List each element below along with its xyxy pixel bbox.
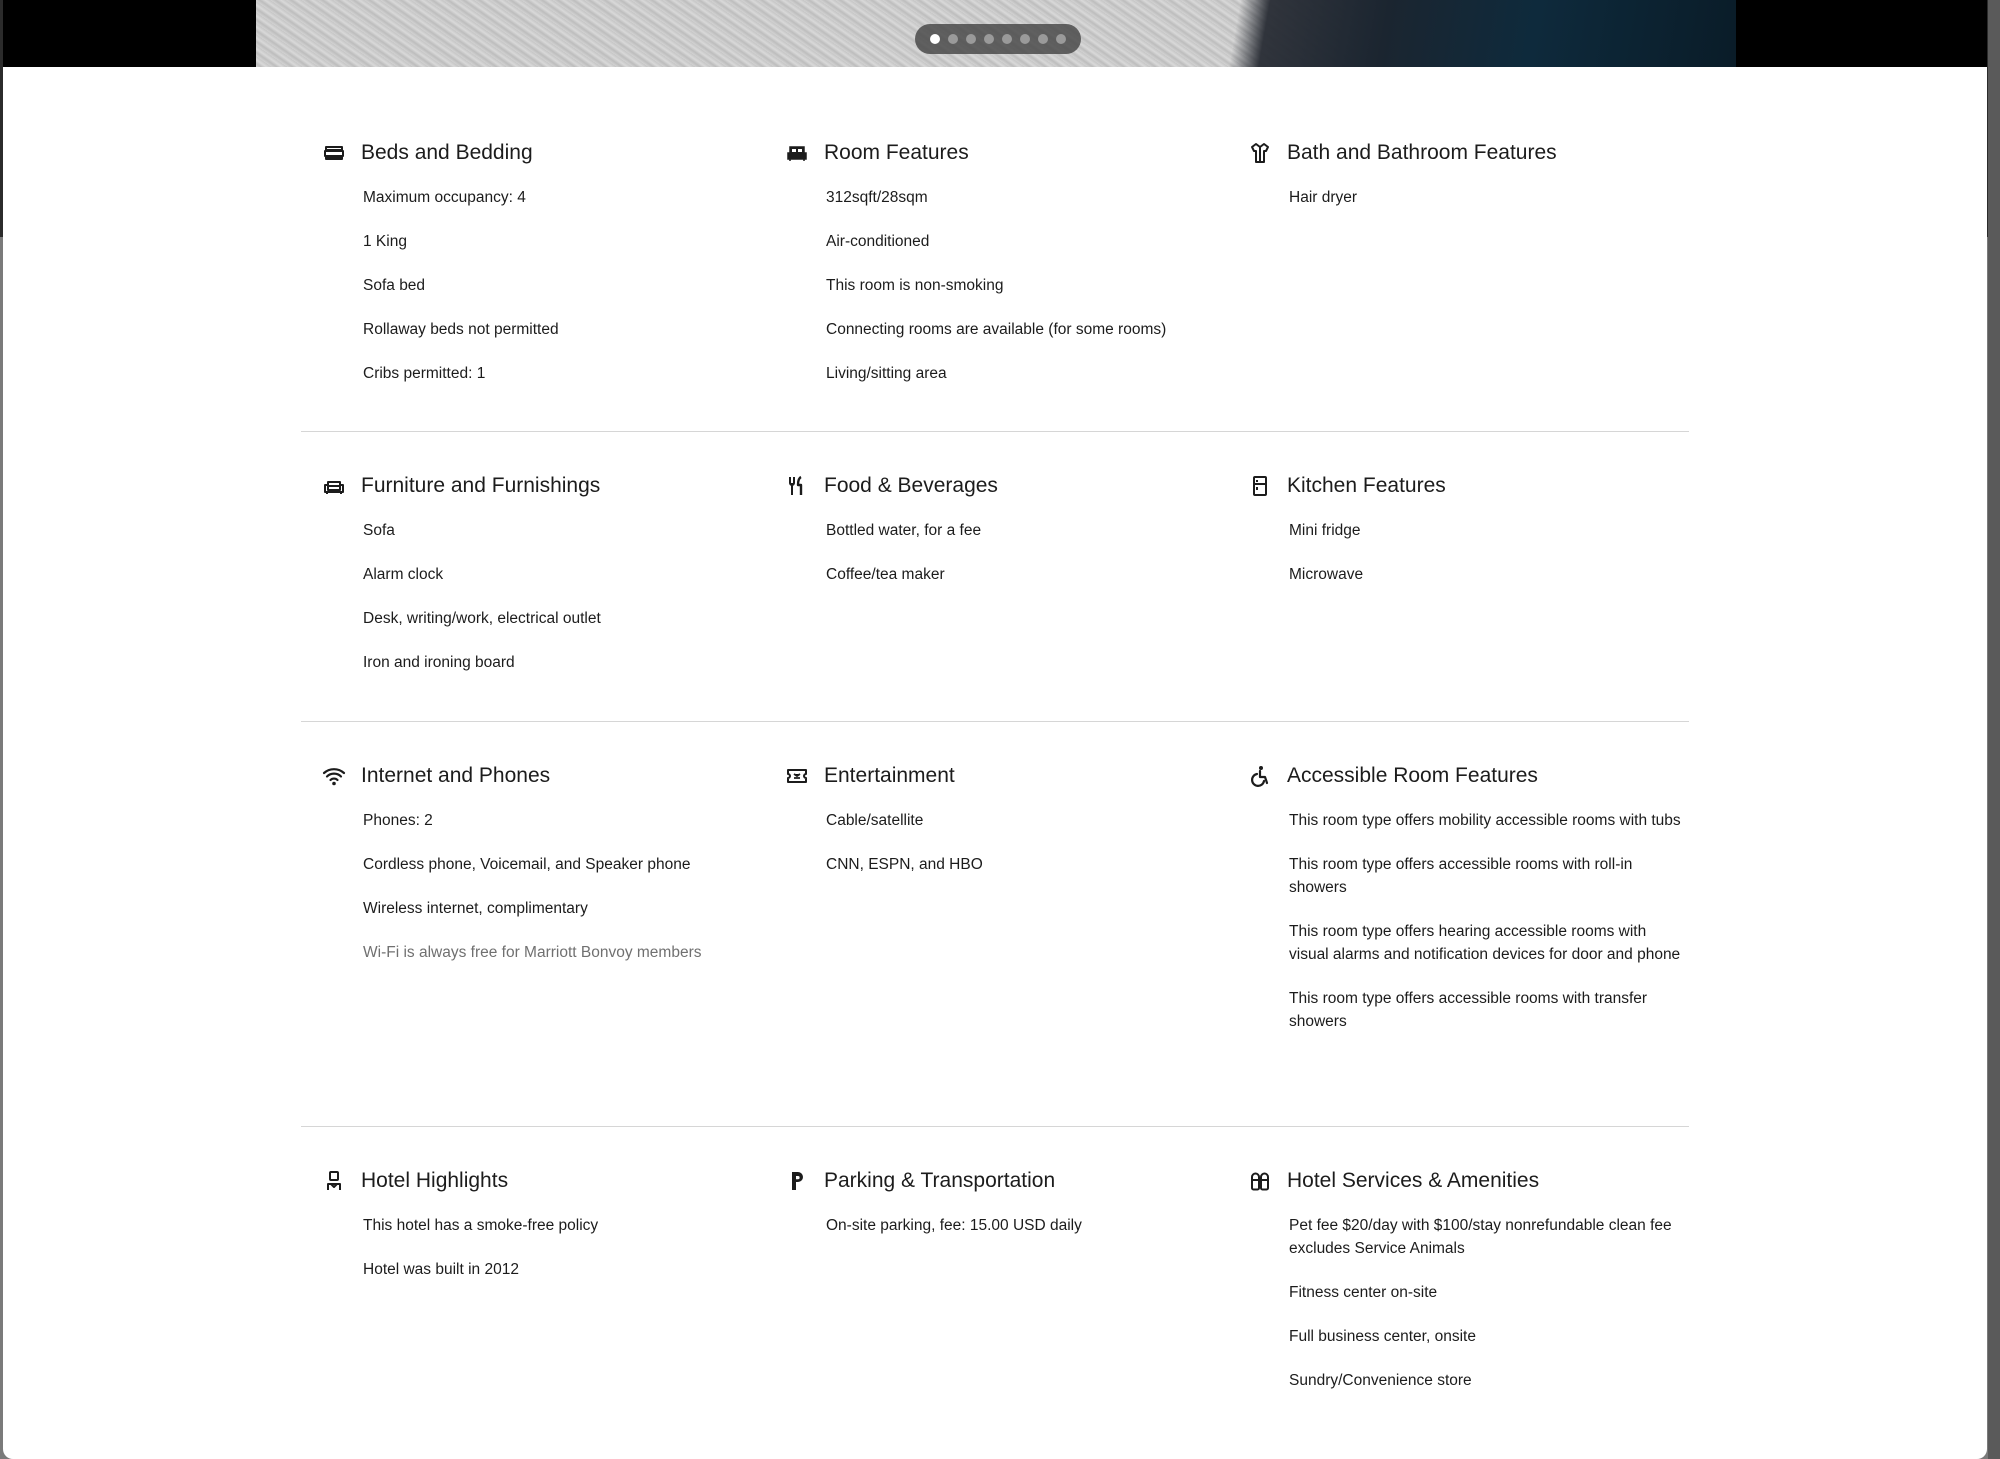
list-item: This room type offers hearing accessible rooms with visual alarms and notification devices for door and phone	[1289, 923, 1681, 963]
amenity-group-title: Internet and Phones	[361, 764, 551, 787]
section-divider	[301, 431, 1689, 432]
list-item: Hair dryer	[1289, 189, 1358, 206]
list-item: Cordless phone, Voicemail, and Speaker phone	[363, 856, 691, 873]
carousel-dot-2[interactable]	[948, 34, 958, 44]
list-item: Air-conditioned	[826, 233, 930, 250]
list-item: Bottled water, for a fee	[826, 522, 982, 539]
list-item: Sofa bed	[363, 277, 426, 294]
fork-knife-icon	[785, 474, 809, 498]
room-icon	[785, 141, 809, 165]
section-divider	[301, 721, 1689, 722]
list-item: Connecting rooms are available (for some rooms)	[826, 321, 1167, 338]
list-item: Desk, writing/work, electrical outlet	[363, 610, 601, 627]
carousel-dot-1[interactable]	[930, 34, 940, 44]
fridge-icon	[1248, 474, 1272, 498]
amenity-group-title: Hotel Highlights	[361, 1169, 509, 1192]
list-item: Microwave	[1289, 566, 1364, 583]
list-item: This room is non-smoking	[826, 277, 1004, 294]
list-item: Alarm clock	[363, 566, 444, 583]
list-item: On-site parking, fee: 15.00 USD daily	[826, 1217, 1082, 1234]
list-item: Rollaway beds not permitted	[363, 321, 559, 338]
wifi-icon	[322, 764, 346, 788]
list-item: Cable/satellite	[826, 812, 924, 829]
carousel-indicators	[915, 24, 1081, 54]
list-item: Mini fridge	[1289, 522, 1361, 539]
list-item: This room type offers accessible rooms with roll-in showers	[1289, 856, 1633, 896]
carousel-dot-6[interactable]	[1020, 34, 1030, 44]
list-item: 312sqft/28sqm	[826, 189, 928, 206]
list-item: Full business center, onsite	[1289, 1328, 1476, 1345]
list-item: Hotel was built in 2012	[363, 1261, 519, 1278]
bed-icon	[322, 141, 346, 165]
amenity-group-title: Accessible Room Features	[1287, 764, 1538, 787]
list-item: This room type offers accessible rooms with transfer showers	[1289, 990, 1648, 1030]
list-item: Pet fee $20/day with $100/stay nonrefundable clean fee excludes Service Animals	[1289, 1217, 1672, 1257]
amenity-group-title: Entertainment	[824, 764, 955, 787]
amenity-group-title: Food & Beverages	[824, 474, 998, 497]
page-scrollbar[interactable]	[1988, 0, 2000, 1459]
room-details-modal	[3, 0, 1987, 1459]
amenity-group-title: Kitchen Features	[1287, 474, 1446, 497]
list-item: Fitness center on-site	[1289, 1284, 1438, 1301]
list-item: Sofa	[363, 522, 395, 539]
amenity-group-title: Furniture and Furnishings	[361, 474, 601, 497]
list-item: Living/sitting area	[826, 365, 947, 382]
list-item: 1 King	[363, 233, 407, 250]
section-divider	[301, 1126, 1689, 1127]
amenity-group-title: Parking & Transportation	[824, 1169, 1056, 1192]
sofa-icon	[322, 474, 346, 498]
list-item: Phones: 2	[363, 812, 433, 829]
list-item: Cribs permitted: 1	[363, 365, 486, 382]
list-item: Wireless internet, complimentary	[363, 900, 588, 917]
concierge-icon	[322, 1169, 346, 1193]
list-item: This room type offers mobility accessible rooms with tubs	[1289, 812, 1681, 829]
accessible-icon	[1248, 764, 1272, 788]
parking-icon	[785, 1169, 809, 1193]
slippers-icon	[1248, 1169, 1272, 1193]
amenity-group-title: Beds and Bedding	[361, 141, 533, 164]
list-item: This hotel has a smoke-free policy	[363, 1217, 599, 1234]
list-item: Sundry/Convenience store	[1289, 1372, 1472, 1389]
carousel-dot-8[interactable]	[1056, 34, 1066, 44]
list-item: Coffee/tea maker	[826, 566, 945, 583]
wifi-note: Wi-Fi is always free for Marriott Bonvoy members	[363, 944, 702, 961]
robe-icon	[1248, 141, 1272, 165]
list-item: Maximum occupancy: 4	[363, 189, 526, 206]
amenity-group-title: Room Features	[824, 141, 969, 164]
list-item: Iron and ironing board	[363, 654, 515, 671]
carousel-dot-4[interactable]	[984, 34, 994, 44]
carousel-dot-3[interactable]	[966, 34, 976, 44]
room-photo-carousel[interactable]	[3, 0, 1987, 67]
ticket-icon	[785, 764, 809, 788]
amenity-group-title: Bath and Bathroom Features	[1287, 141, 1557, 164]
list-item: CNN, ESPN, and HBO	[826, 856, 983, 873]
amenity-group-title: Hotel Services & Amenities	[1287, 1169, 1540, 1192]
carousel-dot-5[interactable]	[1002, 34, 1012, 44]
carousel-dot-7[interactable]	[1038, 34, 1048, 44]
